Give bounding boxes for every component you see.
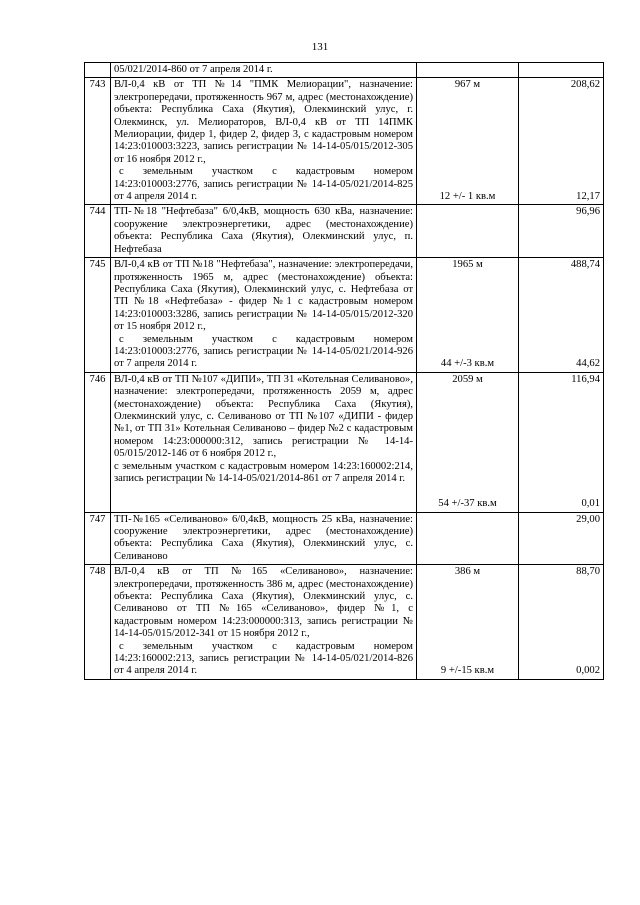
table-row — [85, 372, 604, 512]
object-quantity: 1965 м — [452, 259, 483, 271]
row-quantity-cell — [417, 512, 519, 565]
row-description-cell — [111, 372, 417, 512]
row-value-cell — [519, 512, 604, 565]
object-quantity: 967 м — [454, 79, 481, 91]
object-value: 29,00 — [576, 513, 600, 525]
land-plot-quantity: 44 +/-3 кв.м — [440, 357, 495, 369]
land-plot-quantity: 9 +/-15 кв.м — [440, 664, 495, 676]
table-row — [85, 512, 604, 565]
row-number: 747 — [85, 512, 111, 565]
land-plot-quantity: 54 +/-37 кв.м — [438, 498, 497, 510]
row-number: 744 — [85, 205, 111, 258]
row-quantity-cell — [417, 372, 519, 512]
row-description-cell — [111, 258, 417, 373]
row-quantity-cell — [417, 565, 519, 680]
row-description-cell — [111, 512, 417, 565]
object-value: 116,94 — [571, 373, 600, 385]
row-quantity-cell — [417, 258, 519, 373]
land-plot-description: с земельным участком с кадастровым номером 14:23:010003:2776, запись регистрации № 14-14-05/021/2014-825 от 4 апреля 2014 г. — [114, 166, 413, 203]
row-value-cell — [519, 78, 604, 205]
land-plot-description: с земельным участком с кадастровым номером 14:23:160002:214, запись регистрации № 14-14-05/021/2014-861 от 7 апреля 2014 г. — [114, 460, 413, 484]
row-number: 746 — [85, 372, 111, 512]
row-description-cell — [111, 63, 417, 78]
table-row — [85, 565, 604, 680]
land-plot-value: 12,17 — [576, 190, 600, 202]
object-value: 488,74 — [570, 259, 600, 271]
table-row — [85, 205, 604, 258]
row-number-cell — [85, 63, 111, 78]
row-description-cell — [111, 78, 417, 205]
object-value: 88,70 — [576, 566, 600, 578]
row-quantity-cell — [417, 63, 519, 78]
row-value-cell — [519, 372, 604, 512]
row-description: 05/021/2014-860 от 7 апреля 2014 г. — [114, 64, 273, 75]
table-row — [85, 78, 604, 205]
property-table — [84, 62, 604, 680]
land-plot-value: 44,62 — [576, 357, 600, 369]
row-number: 743 — [85, 78, 111, 205]
land-plot-description: с земельным участком с кадастровым номером 14:23:160002:213, запись регистрации № 14-14-05/021/2014-826 от 4 апреля 2014 г. — [114, 640, 413, 677]
object-quantity: 2059 м — [452, 373, 483, 385]
object-description: ВЛ-0,4 кВ от ТП №107 «ДИПИ», ТП 31 «Котельная Селиваново», назначение: электропередачи, протяженность 2059 м, адрес (местонахождение) объекта: Республика Саха (Якутия), Олекминский улус, с. Селиваново от ТП №107 «ДИПИ - фидер №1, от ТП 31» Котельная Селиваново – фидер №2 с кадастровым номером 14:23:000000:312, запись регистрации № 14-14-05/015/2012-146 от 6 ноября 2012 г., — [114, 373, 413, 460]
row-quantity-cell — [417, 78, 519, 205]
row-value-cell — [519, 565, 604, 680]
object-quantity: 386 м — [454, 566, 481, 578]
land-plot-value: 0,002 — [576, 664, 600, 676]
object-value: 96,96 — [576, 206, 600, 218]
row-quantity-cell — [417, 205, 519, 258]
object-description: ВЛ-0,4 кВ от ТП №165 «Селиваново», назначение: электропередачи, протяженность 386 м, адрес (местонахождение) объекта: Республика Саха (Якутия), Олекминский улус, с. Селиваново от ТП №165 «Селиваново», фидер №1, с кадастровым номером 14:23:000000:313, запись регистрации № 14-14-05/015/2012-341 от 15 ноября 2012 г., — [114, 566, 413, 640]
row-value-cell — [519, 205, 604, 258]
row-number: 745 — [85, 258, 111, 373]
row-value-cell — [519, 258, 604, 373]
object-description: ВЛ-0,4 кВ от ТП №14 "ПМК Мелиорации", назначение: электропередачи, протяженность 967 м, адрес (местонахождение) объекта: Республика Саха (Якутия), Олекминский улус, г. Олекминск, ул. Мелиораторов, ВЛ-0,4 кВ от ТП 14ПМК Мелиорации, фидер 1, фидер 2, фидер 3, с кадастровым номером 14:23:010003:3223, запись регистрации № 14-14-05/015/2012-305 от 16 ноября 2012 г., — [114, 79, 413, 165]
table-row-continuation — [85, 63, 604, 78]
object-description: ТП-№18 "Нефтебаза" 6/0,4кВ, мощность 630 кВа, назначение: сооружение электроэнергетики, адрес (местонахождение) объекта: Республика Саха (Якутия), Олекминский улус, п. Нефтебаза — [114, 206, 413, 255]
object-description: ТП-№165 «Селиваново» 6/0,4кВ, мощность 25 кВа, назначение: сооружение электроэнергетики, адрес (местонахождение) объекта: Республика Саха (Якутия), Олекминский улус, с. Селиваново — [114, 513, 413, 562]
land-plot-value: 0,01 — [581, 498, 600, 510]
land-plot-description: с земельным участком с кадастровым номером 14:23:010003:2776, запись регистрации № 14-14-05/021/2014-926 от 7 апреля 2014 г. — [114, 333, 413, 370]
row-number: 748 — [85, 565, 111, 680]
row-description-cell — [111, 205, 417, 258]
land-plot-quantity: 12 +/- 1 кв.м — [439, 190, 496, 202]
row-description-cell — [111, 565, 417, 680]
object-value: 208,62 — [570, 79, 600, 91]
row-value-cell — [519, 63, 604, 78]
table-row — [85, 258, 604, 373]
object-description: ВЛ-0,4 кВ от ТП №18 "Нефтебаза", назначение: электропередачи, протяженность 1965 м, адрес (местонахождение) объекта: Республика Саха (Якутия), Олекминский улус, с. Нефтебаза от ТП №18 «Нефтебаза» - фидер №1 с кадастровым номером 14:23:010003:3286, запись регистрации № 14-14-05/015/2012-320 от 15 ноября 2012 г., — [114, 259, 413, 333]
page-number: 131 — [311, 41, 329, 53]
